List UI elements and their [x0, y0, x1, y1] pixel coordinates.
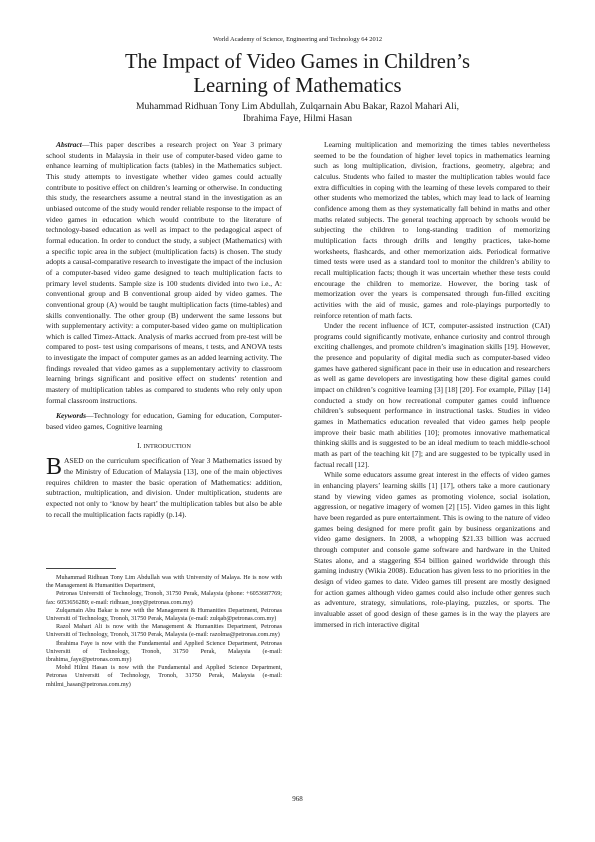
footnote: Petronas Universiti of Technology, Tronoh, 31750 Perak, Malaysia (phone: +6053687769; fax: 6053656280; e-mail: ridhuan_tony@petronas.com.my) [46, 591, 282, 606]
page-number: 968 [292, 795, 303, 803]
body-paragraph: While some educators assume great interest in the effects of video games in enhancing players’ learning skills [1] [17], others take a more cautionary stand by viewing video games as promoting violence, social isolation, aggression, or negative imagery of women [2] [15]. Video games in this light have been regarded as pure entertainment. This is owing to the nature of video games being designed for mere profit gain by business organizations and video game designers. In 2008, a whopping $21.33 billion was accrued through computer and console game software and hardware in the United States alone, and a staggering $54 billion gained worldwide through this gaming industry (Wikia 2008). Education has given less to no priorities in the design of video games to date. Video games till present are mostly designed for action games although video games could also include other genres such as adventure, strategy, simulations, role-playing, puzzles, or sports. The invaluable asset of good design of these games is in the way the players are immersed in rich interactive digital [314, 470, 550, 629]
author-footnotes [46, 574, 282, 689]
footnote: Razol Mahari Ali is now with the Management & Humanities Department, Petronas Universiti of Technology, Tronoh, 31750 Perak, Malaysia (e-mail: razolma@petronas.com.my) [46, 624, 282, 639]
paper-title [40, 50, 555, 98]
footnote: Zulqarnain Abu Bakar is now with the Management & Humanities Department, Petronas Universiti of Technology, Tronoh, 31750 Perak, Malaysia (e-mail: zulqab@petronas.com.my) [46, 607, 282, 623]
abstract-text: —This paper describes a research project on Year 3 primary school students in Malaysia in their use of computer-based video game to enhance learning of multiplication facts (tables) in the Mathematics subject. This study attempts to investigate whether video games could actually contribute to positive effect on children’s learning or otherwise. In conducting this study, the researchers assume a neutral stand in the investigation as an unbiased outcome of the study would render reliable response to the impact of video games in education which would contribute to the literature of technology-based education as well as impact to the pedagogical aspect of formal education. In order to conduct the study, a subject (Mathematics) with a specific topic area in the subject (multiplication facts) is chosen. The study adopts a causal-comparative research to investigate the impact of the inclusion of a computer-based video game designed to teach multiplication facts to primary level students. Sample size is 100 students divided into two i.e., A: conventional group and B conventional group aided by video games. The conventional group (A) would be taught multiplication facts (time-tables) and skills conventionally. The other group (B) underwent the same lessons but with supplementary activity: a computer-based video game on multiplication which is called Timez-Attack. Analysis of marks accrued from pre-test will be compared to post- test using comparisons of means, t tests, and ANOVA tests to investigate the impact of computer games as an added learning activity. The findings revealed that video games as a supplementary activity to classroom learning brings significant and positive effect on students’ retention and mastery of multiplication tables as compared to students who rely only upon formal classroom instructions. [46, 140, 282, 405]
authors-line-2: Ibrahima Faye, Hilmi Hasan [242, 112, 353, 124]
drop-cap: B [46, 454, 63, 481]
authors-line-1: Muhammad Ridhuan Tony Lim Abdullah, Zulqarnain Abu Bakar, Razol Mahari Ali, [135, 101, 460, 112]
footnote: Ibrahima Faye is now with the Fundamental and Applied Science Department, Petronas Universiti of Technology, Tronoh, 31750 Perak, Malaysia (e-mail: ibrahima_faye@petronas.com.my) [46, 640, 282, 664]
left-column [46, 140, 282, 520]
body-paragraph: Learning multiplication and memorizing the times tables nevertheless seemed to be the foundation of higher level topics in mathematics learning such as long multiplication, division, fractions, geometry, algebra; and calculus. Students who failed to master the multiplication tables would face extra difficulties in coping with the learning of these levels compared to their other students who memorized the tables, which may lead to lack of learning confidence among them as they systematically fall behind in maths and other maths related subjects. The general teaching approach by schools would be subjecting the children to long-standing tradition of memorizing multiplication facts through drills and lengthy practices, take-home worksheets, flashcards, and other memorization aids. Periodical formative timed tests were used as a standard tool to monitor the children’s ability to recall multiplication facts; though it was uncertain whether these tests could encourage the children to memorize. However, the boring task of memorization over the years is compensated through fun-filled exciting activities with the aid of music, games and role-playings purportedly to reinforce retention of math facts. [314, 140, 550, 320]
keywords-label: Keywords [56, 411, 86, 421]
title-line-1: The Impact of Video Games in Children’s [125, 51, 470, 73]
footnote: Mohd Hilmi Hasan is now with the Fundamental and Applied Science Department, Petronas Universiti of Technology, Tronoh, 31750 Perak, Malaysia (e-mail: mhilmi_hasan@petronas.com.my) [46, 665, 282, 688]
footnote: Muhammad Ridhuan Tony Lim Abdullah was with University of Malaya. He is now with the Management & Humanities Department, [46, 575, 282, 590]
intro-text: ASED on the curriculum specification of Year 3 Mathematics issued by the Ministry of Education of Malaysia [13], one of the main objectives requires children to master the basic operation of Mathematics: addition, subtraction, multiplication, and division. Under multiplication, students are expected not only to ‘know by heart’ the multiplication tables but also be able to recall the multiplication facts rapidly (p.14). [46, 456, 282, 519]
footnote-divider [46, 568, 116, 569]
abstract-label: Abstract [56, 140, 82, 149]
right-column [314, 140, 550, 630]
journal-header: World Academy of Science, Engineering and Technology 64 2012 [212, 36, 383, 43]
body-paragraph: Under the recent influence of ICT, computer-assisted instruction (CAI) programs could significantly motivate, enhance curiosity and control through exciting challenges, and promote children’s imagination skills [19]. However, the presence and popularity of digital media such as computer-based video games have gathered significant pace in their use in education and researchers as well as game developers are investigating how these digital games could impact on children’s cognitive learning [3] [18] [20]. For example, Pillay [14] conducted a study on how recreational computer games could influence children’s subsequent performance in instructional tasks. Studies in video games in Mathematics education revealed that video games help people improve their basic math abilities [10]; promotes innovative mathematical thinking skills and is suggested to be an ideal medium to teach middle-school math as part of the teaching kit [7]; and are suggested to be typically used in factual recall [12]. [314, 321, 550, 469]
author-list [70, 101, 525, 124]
section-heading-introduction [46, 441, 282, 453]
intro-paragraph [46, 456, 282, 520]
keywords [46, 411, 282, 432]
section-title: INTRODUCTION [143, 442, 191, 450]
keywords-text: —Technology for education, Gaming for education, Computer-based video games, Cognitive learning [46, 411, 282, 432]
title-line-2: Learning of Mathematics [193, 75, 402, 97]
abstract [46, 140, 282, 406]
section-number: I. [137, 440, 142, 450]
